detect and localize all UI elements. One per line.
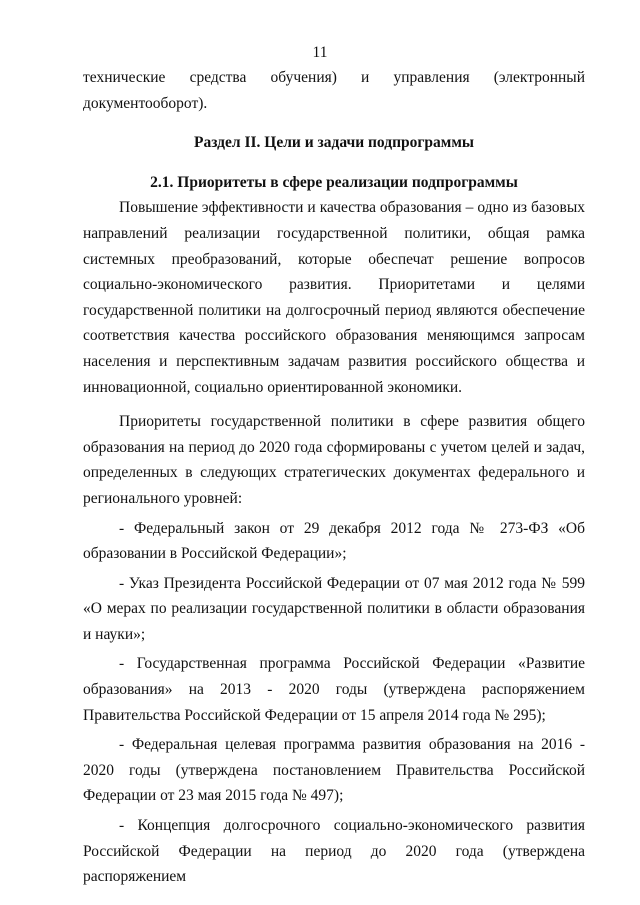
section-heading: Раздел II. Цели и задачи подпрограммы bbox=[193, 134, 474, 152]
lead-paragraph: технические средства обучения) и управления (электронный документооборот). bbox=[83, 69, 585, 112]
list-item-state-program: - Государственная программа Российской Федерации «Развитие образования» на 2013 - 2020 годы (утверждена распоряжением Правительства Российской Федерации от 15 апреля 2014 года № 295); bbox=[83, 655, 585, 724]
paragraph-priorities-intro: Повышение эффективности и качества образования – одно из базовых направлений реализации государственной политики, общая рамка системных преобразований, которые обеспечат решение вопросов социально-экономического развития. Приоритетами и целями государственной политики на долгосрочный период являются обеспечение соответствия качества российского образования меняющимся запросам населения и перспективным задачам развития российского общества и инновационной, социально ориентированной экономики. bbox=[83, 199, 585, 396]
paragraph-documents-intro: Приоритеты государственной политики в сфере развития общего образования на период до 2020 года сформированы с учетом целей и задач, определенных в следующих стратегических документах федерального и регионального уровней: bbox=[83, 413, 585, 507]
subsection-heading: 2.1. Приоритеты в сфере реализации подпрограммы bbox=[150, 173, 518, 191]
list-item-federal-law: - Федеральный закон от 29 декабря 2012 года № 273-ФЗ «Об образовании в Российской Федерации»; bbox=[83, 519, 585, 563]
list-item-concept: - Концепция долгосрочного социально-экономического развития Российской Федерации на период до 2020 года (утверждена распоряжением bbox=[83, 817, 585, 886]
list-item-target-program: - Федеральная целевая программа развития образования на 2016 - 2020 годы (утверждена постановлением Правительства Российской Федерации от 23 мая 2015 года № 497); bbox=[83, 736, 585, 805]
page-number: 11 bbox=[312, 44, 328, 61]
list-item-presidential-decree: - Указ Президента Российской Федерации от 07 мая 2012 года № 599 «О мерах по реализации государственной политики в области образования и науки»; bbox=[83, 574, 585, 643]
document-body bbox=[83, 65, 585, 890]
